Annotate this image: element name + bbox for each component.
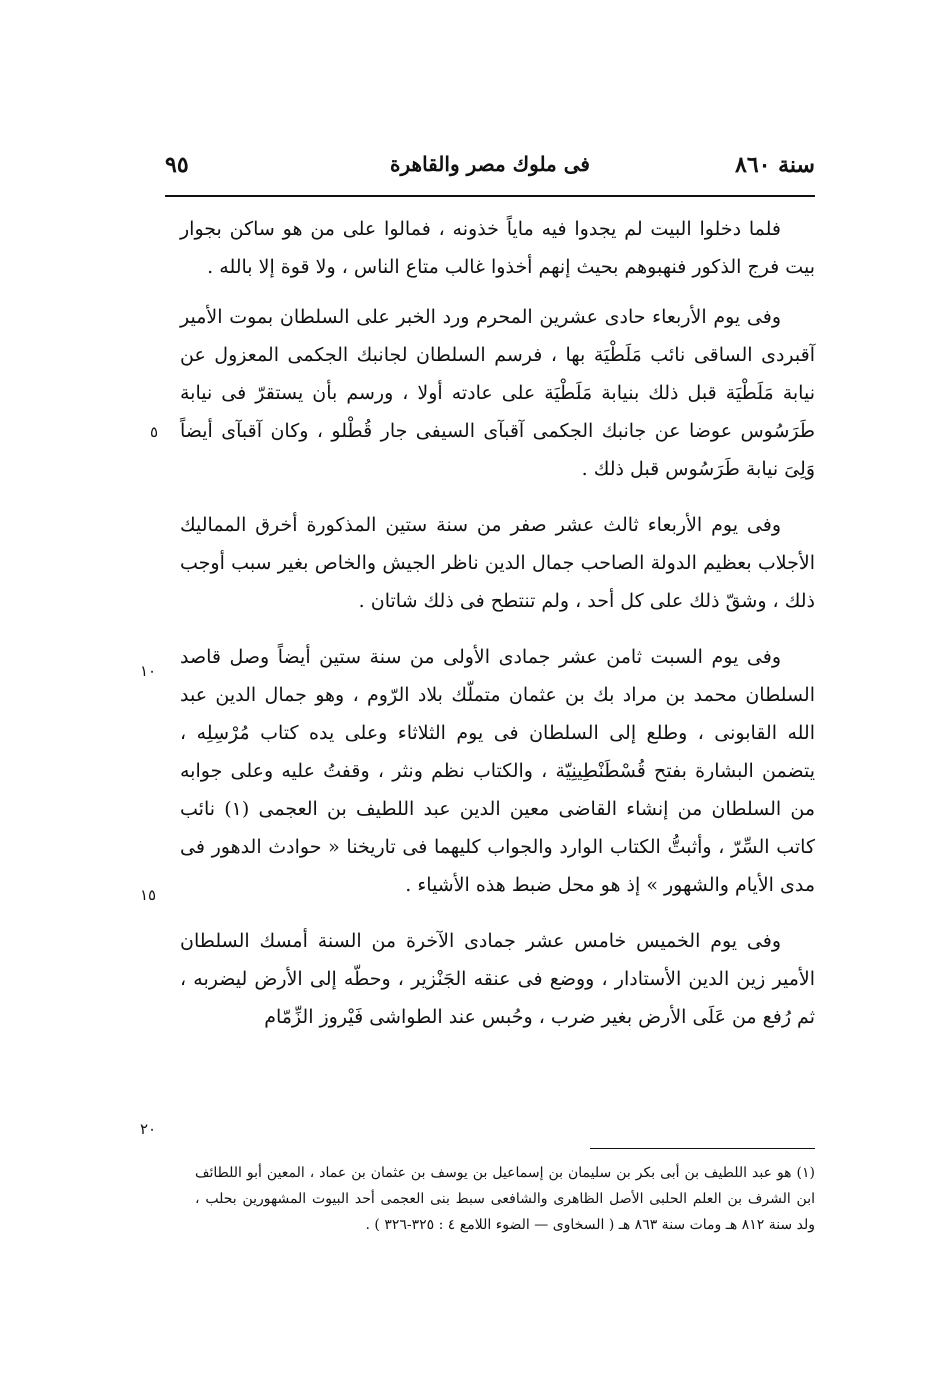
line-number-10: ١٠ bbox=[140, 662, 157, 680]
paragraph-2: وفى يوم الأربعاء حادى عشرين المحرم ورد الخبر على السلطان بموت الأمير آقبردى الساقى نائب مَلَطْيَة بها ، فرسم السلطان لجانبك الجكمى المعزول عن نيابة مَلَطْيَة قبل ذلك بنيابة مَلَطْيَة على عادته أولا ، ورسم بأن يستقرّ فى نيابة طَرَسُوس عوضا عن جانبك الجكمى آقبآى السيفى جار قُطْلو ، وكان آقبآى أيضاً وَلِىَ نيابة طَرَسُوس قبل ذلك . bbox=[180, 306, 815, 480]
header-rule bbox=[165, 195, 815, 197]
footnote-rule bbox=[590, 1148, 815, 1149]
paragraph-3: وفى يوم الأربعاء ثالث عشر صفر من سنة ستين المذكورة أخرق المماليك الأجلاب بعظيم الدولة الصاحب جمال الدين ناظر الجيش والخاص بغير سبب أوجب ذلك ، وشقّ ذلك على كل أحد ، ولم تنتطح فى ذلك شاتان . bbox=[180, 514, 815, 612]
paragraph-5: وفى يوم الخميس خامس عشر جمادى الآخرة من السنة أمسك السلطان الأمير زين الدين الأستادار ، ووضع فى عنقه الجَنْزير ، وحطّه إلى الأرض ليضربه ، ثم رُفع من عَلَى الأرض بغير ضرب ، وحُبس عند الطواشى فَيْروز الزِّمّام bbox=[180, 930, 815, 1028]
footnote: (١) هو عبد اللطيف بن أبى بكر بن سليمان بن إسماعيل بن يوسف بن عثمان بن عماد ، المعين أبو اللطائف ابن الشرف بن العلم الحلبى الأصل الظاهرى والشافعى سبط بنى العجمى أحد البيوت المشهورين بحلب ، ولد سنة ٨١٢ هـ ومات سنة ٨٦٣ هـ ( السخاوى — الضوء اللامع ٤ : ٣٢٥-٣٢٦ ) . bbox=[195, 1165, 815, 1233]
running-header bbox=[165, 152, 815, 186]
header-title: فى ملوك مصر والقاهرة bbox=[390, 152, 590, 176]
header-year: سنة ٨٦٠ bbox=[735, 152, 815, 178]
paragraph-4: وفى يوم السبت ثامن عشر جمادى الأولى من سنة ستين أيضاً وصل قاصد السلطان محمد بن مراد بك بن عثمان متملّك بلاد الرّوم ، وهو جمال الدين عبد الله القابونى ، وطلع إلى السلطان فى يوم الثلاثاء وعلى يده كتاب مُرْسِلِه ، يتضمن البشارة بفتح قُسْطَنْطِينِيّة ، والكتاب نظم ونثر ، وقفتُ عليه وعلى جوابه من السلطان من إنشاء القاضى معين الدين عبد اللطيف بن العجمى (١) نائب كاتب السِّرّ ، وأثبتُّ الكتاب الوارد والجواب كليهما فى تاريخنا « حوادث الدهور فى مدى الأيام والشهور » إذ هو محل ضبط هذه الأشياء . bbox=[180, 646, 815, 896]
page-number: ٩٥ bbox=[165, 152, 189, 178]
body-text bbox=[180, 210, 815, 1052]
line-number-20: ٢٠ bbox=[140, 1120, 157, 1138]
line-number-5: ٥ bbox=[150, 423, 159, 441]
line-number-15: ١٥ bbox=[140, 886, 157, 904]
paragraph-1: فلما دخلوا البيت لم يجدوا فيه ماياً خذونه ، فمالوا على من هو ساكن بجوار بيت فرج الذكور فنهبوهم بحيث إنهم أخذوا غالب متاع الناس ، ولا قوة إلا بالله . bbox=[180, 218, 815, 278]
